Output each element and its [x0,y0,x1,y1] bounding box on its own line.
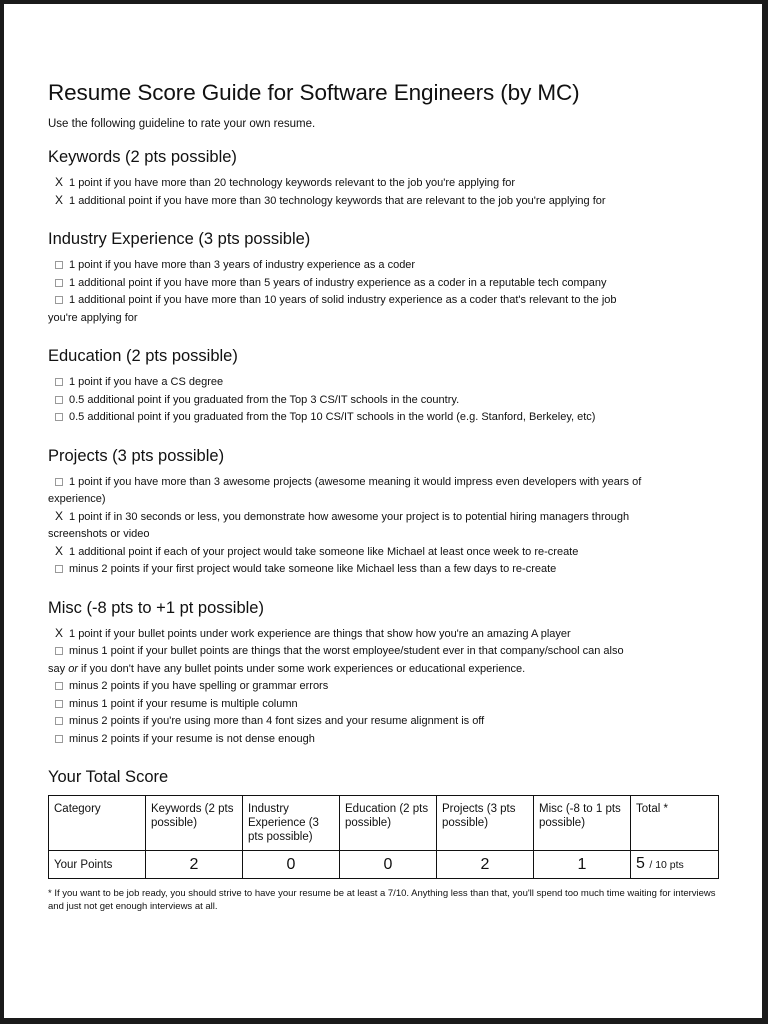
checkbox-icon[interactable] [55,261,63,269]
list-item-continuation: you're applying for [48,311,138,324]
footnote: * If you want to be job ready, you should strive to have your resume be at least a 7/10. Anything less than that, you'll spend too much time waiting for interviews and just not get enough interviews at all. [48,888,716,912]
points-misc[interactable]: 1 [534,851,631,879]
checkbox-icon[interactable] [55,647,63,655]
total-value: 5 [636,855,645,872]
table-header-cell: Misc (-8 to 1 pts possible) [534,796,631,851]
list-item: 1 additional point if you have more than 10 years of solid industry experience as a coder that's relevant to the job [48,292,722,310]
section-keywords [48,148,722,210]
list-item: 1 point if you have a CS degree [48,374,722,392]
list-item: X 1 point if your bullet points under work experience are things that show how you're an amazing A player [55,625,571,640]
list-item: 0.5 additional point if you graduated from the Top 3 CS/IT schools in the country. [48,392,722,410]
checkbox-icon[interactable] [55,565,63,573]
list-item: X 1 point if in 30 seconds or less, you demonstrate how awesome your project is to potential hiring managers through [55,508,630,523]
checked-box-icon[interactable]: X [55,625,64,640]
section-heading: Misc (-8 pts to +1 pt possible) [48,598,264,617]
page-title: Resume Score Guide for Software Engineers (by MC) [48,80,580,105]
list-item: minus 2 points if you have spelling or grammar errors [48,678,722,696]
table-header-cell: Keywords (2 pts possible) [146,796,243,851]
checkbox-icon[interactable] [55,296,63,304]
document-page [4,4,762,1018]
checkbox-icon[interactable] [55,413,63,421]
list-item: 1 point if you have more than 3 years of industry experience as a coder [48,257,722,275]
total-score-heading: Your Total Score [48,768,169,786]
list-item: minus 2 points if your first project would take someone like Michael less than a few days to re-create [48,561,722,579]
section-heading: Keywords (2 pts possible) [48,148,237,166]
list-item: minus 2 points if you're using more than 4 font sizes and your resume alignment is off [48,713,722,731]
table-header-row [49,796,719,851]
checked-box-icon[interactable]: X [55,192,64,207]
row-label: Your Points [49,851,146,879]
checked-box-icon[interactable]: X [55,175,64,189]
list-item: X 1 additional point if each of your project would take someone like Michael at least once week to re-create [55,543,579,558]
list-item: X 1 point if you have more than 20 technology keywords relevant to the job you're applying for [55,175,516,189]
points-education[interactable]: 0 [340,851,437,879]
checkbox-icon[interactable] [55,478,63,486]
points-industry[interactable]: 0 [243,851,340,879]
list-item-continuation: screenshots or video [48,528,150,540]
table-header-cell: Industry Experience (3 pts possible) [243,796,340,851]
total-suffix: / 10 pts [649,859,684,871]
list-item: minus 1 point if your resume is multiple column [48,696,722,714]
section-heading: Industry Experience (3 pts possible) [48,230,311,248]
points-keywords[interactable]: 2 [146,851,243,879]
checkbox-icon[interactable] [55,700,63,708]
section-industry [48,230,722,327]
score-table [48,795,719,879]
table-row [49,851,719,879]
list-item-continuation: experience) [48,493,106,505]
intro-text: Use the following guideline to rate your own resume. [48,118,316,130]
list-item: minus 2 points if your resume is not dense enough [48,731,722,749]
checkbox-icon[interactable] [55,735,63,743]
checked-box-icon[interactable]: X [55,543,64,558]
section-projects [48,447,722,579]
checkbox-icon[interactable] [55,279,63,287]
list-item: 1 point if you have more than 3 awesome projects (awesome meaning it would impress even developers with years of [48,474,722,492]
checkbox-icon[interactable] [55,717,63,725]
total-points[interactable] [631,851,719,879]
checkbox-icon[interactable] [55,378,63,386]
table-header-cell: Education (2 pts possible) [340,796,437,851]
section-misc [48,599,722,749]
list-item-continuation: say or if you don't have any bullet points under some work experiences or educational experience. [48,662,526,675]
table-header-cell: Total * [631,796,719,851]
section-heading: Projects (3 pts possible) [48,446,225,465]
list-item: 0.5 additional point if you graduated from the Top 10 CS/IT schools in the world (e.g. Stanford, Berkeley, etc) [48,409,722,427]
section-heading: Education (2 pts possible) [48,347,238,365]
checkbox-icon[interactable] [55,396,63,404]
list-item: minus 1 point if your bullet points are things that the worst employee/student ever in that company/school can also [48,643,722,661]
checkbox-icon[interactable] [55,682,63,690]
list-item: X 1 additional point if you have more than 30 technology keywords that are relevant to the job you're applying for [55,192,606,207]
points-projects[interactable]: 2 [437,851,534,879]
section-education [48,347,722,427]
list-item: 1 additional point if you have more than 5 years of industry experience as a coder in a reputable tech company [48,275,722,293]
checked-box-icon[interactable]: X [55,508,64,523]
table-header-cell: Projects (3 pts possible) [437,796,534,851]
table-header-cell: Category [49,796,146,851]
